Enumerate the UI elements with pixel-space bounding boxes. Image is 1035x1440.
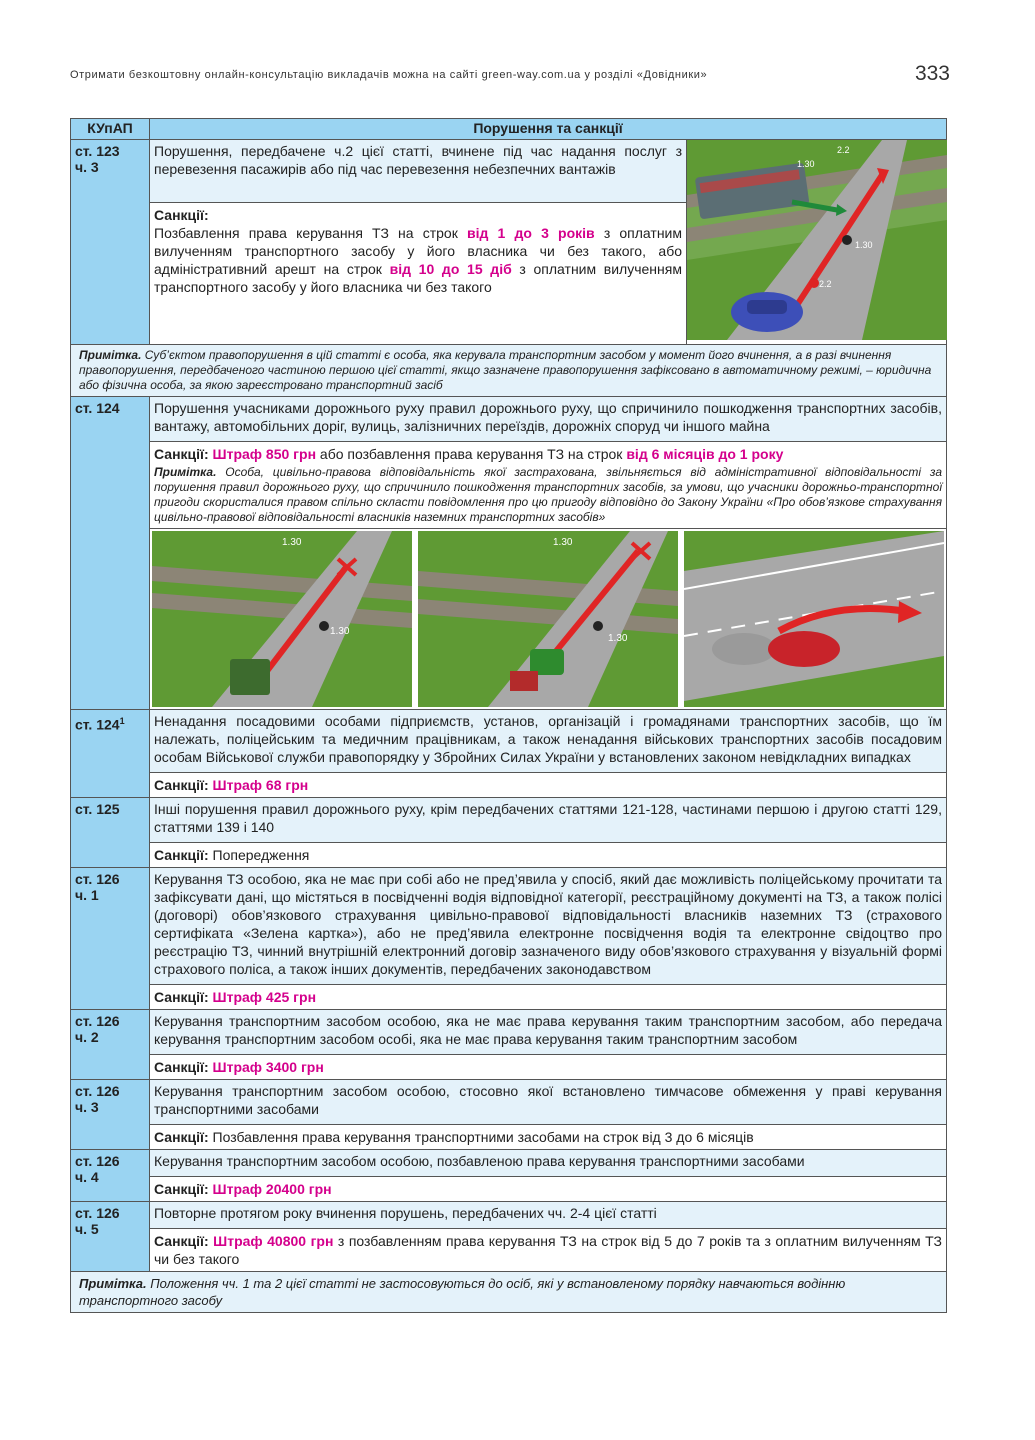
article-cell xyxy=(71,1150,150,1202)
article-part: ч. 2 xyxy=(75,1029,99,1045)
violation-text: Повторне протягом року вчинення порушень, передбачених чч. 2-4 цієї статті xyxy=(150,1202,947,1229)
note-label: Примітка. xyxy=(154,465,217,479)
note-row xyxy=(71,345,947,397)
header-text: Отримати безкоштовну онлайн-консультацію викладачів можна на сайті green-way.com.ua у розділі «Довідники» xyxy=(70,69,708,81)
table-row xyxy=(71,868,947,985)
article-cell xyxy=(71,140,150,345)
highlight: Штраф 20400 грн xyxy=(212,1181,332,1197)
note-row xyxy=(71,1272,947,1313)
article-number: ст. 125 xyxy=(75,801,120,817)
sanctions-cell: Санкції: Позбавлення права керування транспортними засобами на строк від 3 до 6 місяців xyxy=(150,1125,947,1150)
article-cell xyxy=(71,798,150,868)
sanctions-cell xyxy=(150,203,687,345)
table-row xyxy=(71,1010,947,1055)
article-number: ст. 126 xyxy=(75,1153,120,1169)
sanctions-label: Санкції: xyxy=(154,989,209,1005)
sign-label: 1.30 xyxy=(330,626,350,637)
highlight: Штраф 850 грн xyxy=(212,446,317,462)
violation-text: Керування ТЗ особою, яка не має при собі або не пред’явила у спосіб, який дає можливість поліцейському прочитати та зафіксувати дані, що містяться в посвідченні водія відповідної категорії, реєстраційному документі на ТЗ, а також полісі (договорі) обов’язкового страхування цивільно-правової відповідальності власників наземних ТЗ (страхового сертифіката «Зелена картка»), або не пред’явила електронне посвідчення водія та електронне свідоцтво про реєстрацію ТЗ, чинний внутрішній електронний договір зазначеного виду обов’язкового страхування у візуальній формі страхового поліса, а також інших документів, передбачених законодавством xyxy=(150,868,947,985)
highlight: від 6 місяців до 1 року xyxy=(626,446,784,462)
table-row xyxy=(71,397,947,442)
sanctions-label: Санкції: xyxy=(154,1129,209,1145)
col-header-violation: Порушення та санкції xyxy=(150,119,947,140)
sign-label: 1.30 xyxy=(855,240,873,250)
penalties-table xyxy=(70,118,947,1313)
table-row xyxy=(71,710,947,773)
article-part: ч. 4 xyxy=(75,1169,99,1185)
sign-label: 1.30 xyxy=(608,633,628,644)
table-row xyxy=(71,1080,947,1125)
highlight: Штраф 425 грн xyxy=(212,989,317,1005)
highlight: Штраф 40800 грн xyxy=(213,1233,334,1249)
article-part: ч. 3 xyxy=(75,1099,99,1115)
article-part: ч. 1 xyxy=(75,887,99,903)
article-number: ст. 124 xyxy=(75,400,120,416)
article-number: ст. 126 xyxy=(75,871,120,887)
article-cell xyxy=(71,710,150,798)
photo-strip xyxy=(150,529,946,709)
article-part: ч. 3 xyxy=(75,159,99,175)
tractor-crossing-photo xyxy=(152,531,412,707)
sanctions-cell: Санкції: Штраф 40800 грн з позбавленням права керування ТЗ на строк від 5 до 7 років та з оплатним вилученням ТЗ чи без такого xyxy=(150,1229,947,1272)
sanctions-cell xyxy=(150,1055,947,1080)
table-header-row xyxy=(71,119,947,140)
highlight: від 10 до 15 діб xyxy=(389,261,512,277)
photos-cell xyxy=(150,529,947,710)
highlight: Штраф 3400 грн xyxy=(212,1059,324,1075)
violation-text: Ненадання посадовими особами підприємств, установ, організацій і громадянами транспортних засобів, що їм належать, поліцейським та медичним працівникам, а також ненадання військових транспортних засобів посадовим особам Військової служби правопорядку у Збройних Силах України у встановлених законом невідкладних випадках xyxy=(150,710,947,773)
violation-text: Керування транспортним засобом особою, яка не має права керування таким транспортним засобом, або передача керування транспортним засобом особі, яка не має права керування таким транспортним засобом xyxy=(150,1010,947,1055)
note-text: Особа, цивільно-правова відповідальність якої застрахована, звільняється від адміністративної відповідальності за порушення правил дорожнього руху, що спричинило пошкодження транспортних засобів, за умови, що учасники дорожньо-транспортної пригоди скористалися правом спільно скласти повідомлення про цю пригоду відповідно до Закону України «Про обов’язкове страхування цивільно-правової відповідальності власників наземних транспортних засобів» xyxy=(154,465,942,524)
sanctions-label: Санкції: xyxy=(154,1059,209,1075)
table-row xyxy=(71,843,947,868)
table-row xyxy=(71,140,947,203)
violation-text: Порушення учасниками дорожнього руху правил дорожнього руху, що спричинило пошкодження транспортних засобів, вантажу, автомобільних доріг, вулиць, залізничних переїздів, дорожніх споруд чи іншого майна xyxy=(150,397,947,442)
table-row xyxy=(71,1177,947,1202)
page-number: 333 xyxy=(914,62,950,85)
table-row xyxy=(71,773,947,798)
illustration-cell xyxy=(687,140,947,345)
table-row xyxy=(71,1229,947,1272)
table-row xyxy=(71,1202,947,1229)
car-collision-photo xyxy=(684,531,944,707)
sanctions-label: Санкції: xyxy=(154,446,209,462)
sanctions-cell xyxy=(150,985,947,1010)
sanctions-label: Санкції: xyxy=(154,847,209,863)
article-number: ст. 126 xyxy=(75,1013,120,1029)
sign-label: 1.30 xyxy=(282,537,302,548)
violation-text: Керування транспортним засобом особою, стосовно якої встановлено тимчасове обмеження у праві керування транспортними засобами xyxy=(150,1080,947,1125)
sanctions-cell: Санкції: Попередження xyxy=(150,843,947,868)
sanctions-text: Позбавлення права керування ТЗ на строк від 1 до 3 років з оплатним вилученням транспортного засобу у його власника чи без такого, або адміністративний арешт на строк від 10 до 15 діб з оплатним вилученням транспортного засобу у його власника чи без такого xyxy=(154,225,682,295)
sign-label: 1.30 xyxy=(797,159,815,169)
sign-label: 2.2 xyxy=(819,279,832,289)
sanctions-label: Санкції: xyxy=(154,207,209,223)
highlight: Штраф 68 грн xyxy=(212,777,309,793)
sanctions-label: Санкції: xyxy=(154,1181,209,1197)
table-row xyxy=(71,442,947,529)
article-number: ст. 123 xyxy=(75,143,120,159)
railway-crossing-illustration xyxy=(687,140,947,340)
article-part: ч. 5 xyxy=(75,1221,99,1237)
table-row xyxy=(71,1055,947,1080)
note-cell xyxy=(71,345,947,397)
note-text: Суб’єктом правопорушення в цій статті є особа, яка керувала транспортним засобом у момент його вчинення, а в разі вчинення правопорушення, передбаченого частиною першою цієї статті, якщо зазначене правопорушення зафіксовано в автоматичному режимі, – юридична або фізична особа, за якою зареєстровано транспортний засіб xyxy=(79,348,932,392)
article-cell xyxy=(71,1080,150,1150)
inline-note xyxy=(154,465,942,525)
table-row xyxy=(71,529,947,710)
article-number: ст. 126 xyxy=(75,1083,120,1099)
sanctions-cell xyxy=(150,1177,947,1202)
article-number: ст. $124^1$ xyxy=(75,716,125,733)
violation-text: Керування транспортним засобом особою, позбавленою права керування транспортними засобами xyxy=(150,1150,947,1177)
article-number: ст. 126 xyxy=(75,1205,120,1221)
violation-text: Інші порушення правил дорожнього руху, крім передбачених статтями 121-128, частинами першою і другою статті 129, статтями 139 і 140 xyxy=(150,798,947,843)
sanctions-label: Санкції: xyxy=(154,777,209,793)
sanctions-label: Санкції: xyxy=(154,1233,209,1249)
article-cell xyxy=(71,397,150,710)
sanctions-cell: Санкції: Штраф 850 грн або позбавлення права керування ТЗ на строк від 6 місяців до 1 року Примітка. Особа, цивільно-правова відповідальність якої застрахована, звільняється від адміністративної відповідальності за порушення правил дорожнього руху, що спричинило пошкодження транспортних засобів, за умови, що учасники дорожньо-транспортної пригоди скористалися правом спільно скласти повідомлення про цю пригоду відповідно до Закону України «Про обов’язкове страхування цивільно-правової відповідальності власників наземних транспортних засобів» xyxy=(150,442,947,529)
table-row xyxy=(71,985,947,1010)
article-cell xyxy=(71,868,150,1010)
page-header xyxy=(70,64,950,88)
sanctions-cell xyxy=(150,773,947,798)
highlight: від 1 до 3 років xyxy=(467,225,595,241)
note-label: Примітка. xyxy=(79,348,142,362)
table-row xyxy=(71,1125,947,1150)
article-cell xyxy=(71,1202,150,1272)
sign-label: 1.30 xyxy=(553,537,573,548)
note-text: Положення чч. 1 та 2 цієї статті не застосовуються до осіб, які у встановленому порядку навчаються водінню транспортного засобу xyxy=(79,1276,846,1308)
col-header-article: КУпАП xyxy=(71,119,150,140)
table-row xyxy=(71,1150,947,1177)
note-cell xyxy=(71,1272,947,1313)
green-tractor-crossing-photo xyxy=(418,531,678,707)
article-cell xyxy=(71,1010,150,1080)
table-row xyxy=(71,798,947,843)
note-label: Примітка. xyxy=(79,1276,147,1291)
violation-text: Порушення, передбачене ч.2 цієї статті, вчинене під час надання послуг з перевезення пасажирів або під час перевезення небезпечних вантажів xyxy=(150,140,687,203)
sign-label: 2.2 xyxy=(837,145,850,155)
